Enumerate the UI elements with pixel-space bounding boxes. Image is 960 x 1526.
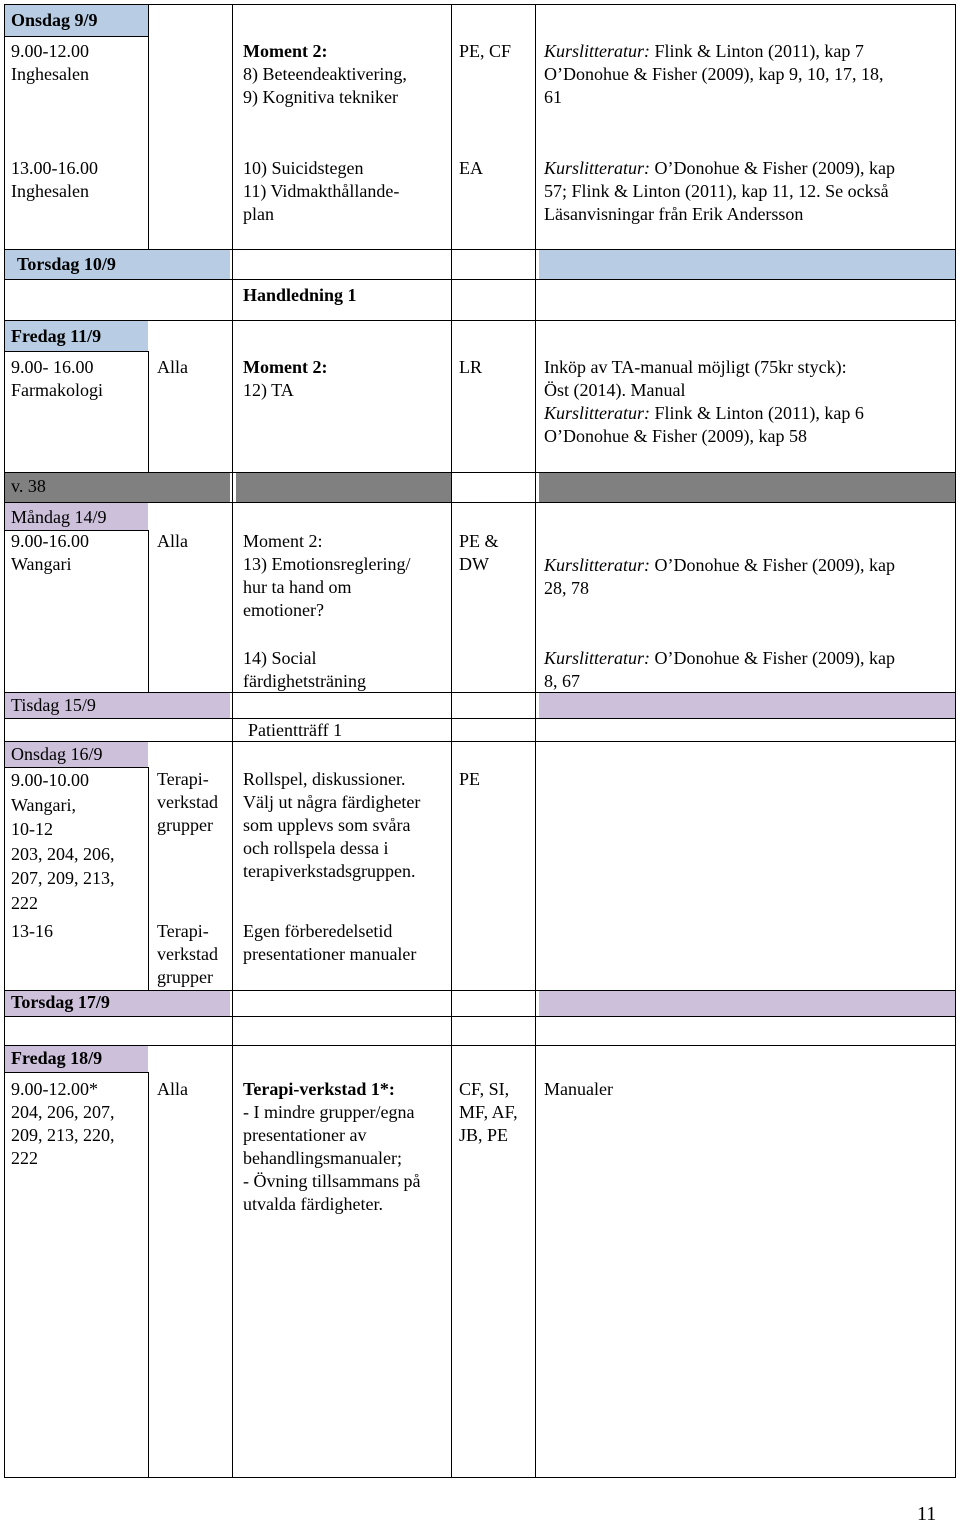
literature-line: [544, 40, 883, 63]
time-onsdag-9-pm: [11, 157, 98, 203]
row-fill-torsdag-17-b: [539, 990, 955, 1016]
time-onsdag-16-pm: 13-16: [11, 921, 53, 941]
moment-mandag-14: [243, 530, 410, 622]
time-onsdag-16-am: [11, 768, 115, 915]
literature-text: O’Donohue & Fisher (2009), kap: [650, 648, 895, 668]
time-line: 9.00-12.00*: [11, 1079, 98, 1099]
page-number: 11: [917, 1503, 937, 1525]
row-fill-tisdag-15-b: [539, 692, 955, 718]
rooms-line: 222: [11, 892, 38, 913]
week-band-b: [236, 472, 451, 502]
literature-mandag-14: [544, 554, 895, 600]
literature-onsdag-9-am: [544, 40, 883, 109]
group-line: Terapi-: [157, 769, 209, 789]
moment-title: Moment 2:: [243, 41, 328, 61]
location-line: Wangari,: [11, 794, 77, 815]
notes-fredag-11: [544, 356, 864, 448]
activity-line: behandlingsmanualer;: [243, 1148, 402, 1168]
notes-line: Öst (2014). Manual: [544, 380, 686, 400]
location-line: Wangari: [11, 554, 72, 574]
literature-label: Kurslitteratur:: [544, 555, 651, 575]
teacher-line: PE &: [459, 531, 499, 551]
moment-onsdag-9-pm: [243, 157, 399, 226]
time-fredag-18: [11, 1078, 115, 1170]
day-mandag-14: Måndag 14/9: [11, 507, 107, 527]
group-mandag-14: Alla: [157, 531, 188, 551]
event-handledning: Handledning 1: [243, 285, 357, 305]
literature-label: Kurslitteratur:: [544, 41, 651, 61]
rooms-line: 207, 209, 213,: [11, 868, 115, 888]
activity-line: presentationer manualer: [243, 944, 417, 964]
moment-line: färdighetsträning: [243, 671, 366, 691]
day-tisdag-15: Tisdag 15/9: [11, 695, 96, 715]
literature-line: [544, 647, 895, 670]
time-onsdag-9-am: [11, 40, 89, 86]
group-line: grupper: [157, 815, 213, 835]
teacher-fredag-11: LR: [459, 357, 483, 377]
literature-line: [544, 554, 895, 577]
time-mandag-14: [11, 530, 89, 576]
group-fredag-11: Alla: [157, 357, 188, 377]
literature-text: O’Donohue & Fisher (2009), kap: [650, 158, 895, 178]
moment-line: 9) Kognitiva tekniker: [243, 87, 398, 107]
teacher-fredag-18: [459, 1078, 518, 1147]
literature-line: 8, 67: [544, 671, 580, 691]
group-line: Terapi-: [157, 921, 209, 941]
time-fredag-11: [11, 356, 103, 402]
event-patienttraff: Patientträff 1: [248, 720, 343, 740]
literature-label: Kurslitteratur:: [544, 158, 651, 178]
rooms-line: 209, 213, 220,: [11, 1125, 115, 1145]
time-line: 10-12: [11, 819, 53, 839]
day-onsdag-9: Onsdag 9/9: [11, 10, 98, 30]
literature-line: O’Donohue & Fisher (2009), kap 58: [544, 426, 807, 446]
moment-onsdag-9-am: [243, 40, 407, 109]
activity-line: Rollspel, diskussioner.: [243, 769, 406, 789]
group-fredag-18: Alla: [157, 1079, 188, 1099]
literature-line: Läsanvisningar från Erik Andersson: [544, 204, 804, 224]
activity-fredag-18: [243, 1078, 420, 1216]
week-band-c: [539, 472, 955, 502]
moment-line: 13) Emotionsreglering/: [243, 554, 411, 574]
moment-fredag-11: [243, 356, 327, 402]
day-fredag-11: Fredag 11/9: [11, 326, 102, 346]
day-torsdag-10: Torsdag 10/9: [17, 254, 116, 274]
group-line: verkstad: [157, 792, 218, 812]
teacher-line: MF, AF,: [459, 1102, 518, 1122]
activity-line: presentationer av: [243, 1125, 367, 1145]
moment-line: 11) Vidmakthållande-: [243, 181, 400, 201]
moment-line: 8) Beteendeaktivering,: [243, 64, 407, 84]
teacher-line: DW: [459, 554, 489, 574]
literature-text: Flink & Linton (2011), kap 6: [650, 403, 864, 423]
location-line: Inghesalen: [11, 64, 89, 84]
literature-line: 57; Flink & Linton (2011), kap 11, 12. Se också: [544, 181, 889, 201]
activity-line: och rollspela dessa i: [243, 838, 389, 858]
literature-mandag-14-b: [544, 647, 895, 693]
literature-line: O’Donohue & Fisher (2009), kap 9, 10, 17, 18,: [544, 64, 884, 84]
teacher-line: CF, SI,: [459, 1079, 510, 1099]
literature-line: [544, 402, 864, 425]
notes-line: Inköp av TA-manual möjligt (75kr styck):: [544, 357, 847, 377]
teacher-onsdag-9-pm: EA: [459, 158, 483, 178]
time-line: 9.00-10.00: [11, 770, 89, 790]
moment-line: plan: [243, 204, 274, 224]
time-line: 13.00-16.00: [11, 158, 98, 178]
time-line: 9.00- 16.00: [11, 357, 94, 377]
literature-line: 61: [544, 87, 562, 107]
activity-line: - Övning tillsammans på: [243, 1171, 421, 1191]
teacher-line: JB, PE: [459, 1125, 509, 1145]
notes-fredag-18: Manualer: [544, 1079, 613, 1099]
activity-onsdag-16-am: [243, 768, 420, 883]
day-onsdag-16: Onsdag 16/9: [11, 744, 103, 764]
moment-mandag-14-b: [243, 647, 366, 693]
rooms-line: 204, 206, 207,: [11, 1102, 115, 1122]
activity-line: som upplevs som svåra: [243, 815, 411, 835]
moment-line: hur ta hand om: [243, 577, 352, 597]
location-line: Farmakologi: [11, 380, 103, 400]
row-fill-torsdag-10-b: [539, 249, 955, 279]
literature-text: O’Donohue & Fisher (2009), kap: [650, 555, 895, 575]
activity-title: Terapi-verkstad 1*:: [243, 1079, 395, 1099]
activity-line: Egen förberedelsetid: [243, 921, 393, 941]
literature-line: 28, 78: [544, 578, 589, 598]
group-onsdag-16-am: [157, 768, 218, 837]
moment-line: 10) Suicidstegen: [243, 158, 364, 178]
time-line: 9.00-12.00: [11, 41, 89, 61]
literature-text: Flink & Linton (2011), kap 7: [650, 41, 864, 61]
literature-line: [544, 157, 895, 180]
literature-onsdag-9-pm: [544, 157, 895, 226]
teacher-onsdag-16-am: PE: [459, 769, 481, 789]
literature-label: Kurslitteratur:: [544, 403, 651, 423]
activity-onsdag-16-pm: [243, 920, 416, 966]
time-line: 9.00-16.00: [11, 531, 89, 551]
group-onsdag-16-pm: [157, 920, 218, 989]
group-line: verkstad: [157, 944, 218, 964]
moment-line: 12) TA: [243, 380, 294, 400]
activity-line: - I mindre grupper/egna: [243, 1102, 415, 1122]
teacher-mandag-14: [459, 530, 499, 576]
day-fredag-18: Fredag 18/9: [11, 1048, 103, 1068]
moment-title: Moment 2:: [243, 357, 328, 377]
week-label: v. 38: [11, 476, 46, 496]
teacher-onsdag-9-am: PE, CF: [459, 41, 512, 61]
activity-line: terapiverkstadsgruppen.: [243, 861, 416, 881]
location-line: Inghesalen: [11, 181, 89, 201]
moment-line: emotioner?: [243, 600, 324, 620]
activity-line: utvalda färdigheter.: [243, 1194, 383, 1214]
day-torsdag-17: Torsdag 17/9: [11, 992, 110, 1012]
literature-label: Kurslitteratur:: [544, 648, 651, 668]
rooms-line: 222: [11, 1148, 38, 1168]
moment-line: 14) Social: [243, 648, 317, 668]
activity-line: Välj ut några färdigheter: [243, 792, 421, 812]
rooms-line: 203, 204, 206,: [11, 843, 115, 864]
moment-title: Moment 2:: [243, 531, 323, 551]
group-line: grupper: [157, 967, 213, 987]
